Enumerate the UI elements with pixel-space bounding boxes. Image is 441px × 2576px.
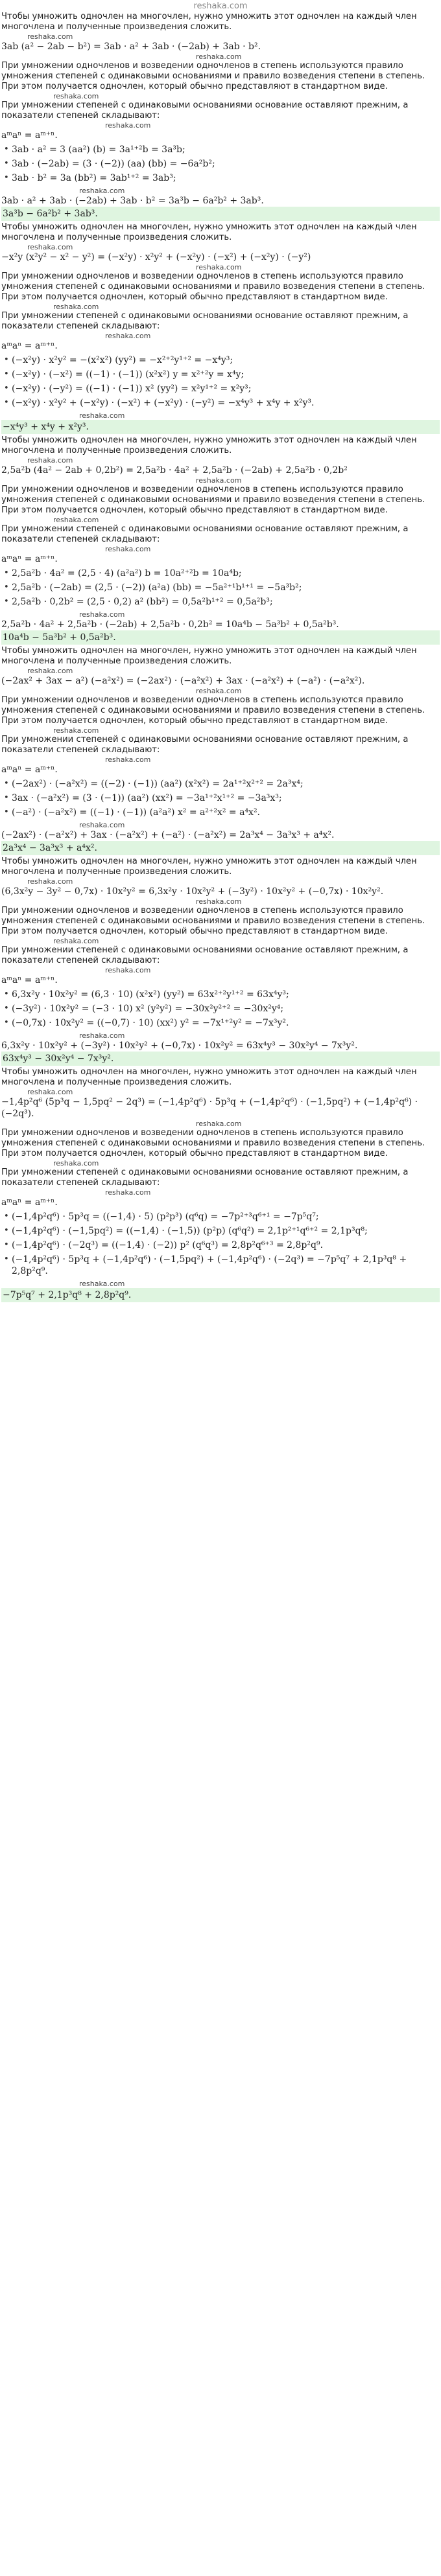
watermark-text: reshaka.com [27,456,73,465]
watermark-text: reshaka.com [196,52,242,61]
step-item: • (−x²y) · (−x²) = ((−1) · (−1)) (x²x²) y = x²⁺²y = x⁴y; [12,369,440,380]
rule-powers-text: При умножении степеней с одинаковыми основаниями основание оставляют прежним, а показатели степеней складывают: [1,311,409,331]
steps-list [1,1211,440,1277]
step-item: • (−1,4p²q⁶) · (−1,5pq²) = ((−1,4) · (−1,5)) (p²p) (q⁶q²) = 2,1p²⁺¹q⁶⁺² = 2,1p³q⁸; [12,1225,440,1237]
rule-powers-text: При умножении степеней с одинаковыми основаниями основание оставляют прежним, а показатели степеней складывают: [1,524,409,544]
watermark-text: reshaka.com [105,121,151,130]
step-item: • 2,5a²b · (−2ab) = (2,5 · (−2)) (a²a) (bb) = −5a²⁺¹b¹⁺¹ = −5a³b²; [12,582,440,593]
rule-powers-text: При умножении степеней с одинаковыми основаниями основание оставляют прежним, а показатели степеней складывают: [1,1167,409,1188]
intro-text: Чтобы умножить одночлен на многочлен, нужно умножить этот одночлен на каждый член многочлена и полученные произведения сложить. [1,12,417,32]
power-rule-formula: aᵐaⁿ = aᵐ⁺ⁿ. [1,554,58,564]
rule-text: При умножении одночленов и возведении одночленов в степень используются правило умножения степеней с одинаковыми основаниями и правило возведения степени в степень. При этом получается одночлен, который обычно представляют в стандартном виде. [1,1128,425,1158]
step-item: • 3ab · a² = 3 (aa²) (b) = 3a¹⁺²b = 3a³b; [12,144,440,155]
expansion-formula: (−2ax² + 3ax − a²) (−a²x²) = (−2ax²) · (−a²x²) + 3ax · (−a²x²) + (−a²) · (−a²x²). [1,676,365,686]
watermark-text: reshaka.com [27,32,73,41]
answer-highlight: 3a³b − 6a²b² + 3ab³. [1,207,440,221]
step-item: • (−x²y) · (−y²) = ((−1) · (−1)) x² (yy²) = x²y¹⁺² = x²y³; [12,383,440,395]
combined-result: 3ab · a² + 3ab · (−2ab) + 3ab · b² = 3a³b − 6a²b² + 3ab³. [1,196,264,206]
watermark-text: reshaka.com [53,1159,99,1167]
solution-section [1,1067,440,1302]
rule-powers-text: При умножении степеней с одинаковыми основаниями основание оставляют прежним, а показатели степеней складывают: [1,100,409,121]
step-item: • 3ax · (−a²x²) = (3 · (−1)) (aa²) (xx²) = −3a¹⁺²x¹⁺² = −3a³x³; [12,792,440,804]
watermark-text: reshaka.com [79,1280,125,1288]
rule-powers-text: При умножении степеней с одинаковыми основаниями основание оставляют прежним, а показатели степеней складывают: [1,735,409,755]
watermark-text: reshaka.com [196,263,242,271]
watermark-text: reshaka.com [53,516,99,524]
step-item: • (−x²y) · x²y² = −(x²x²) (yy²) = −x²⁺²y¹⁺² = −x⁴y³; [12,354,440,366]
step-item: • (−x²y) · x²y² + (−x²y) · (−x²) + (−x²y) · (−y²) = −x⁴y³ + x⁴y + x²y³. [12,397,440,409]
solution-section [1,12,440,221]
rule-powers-text: При умножении степеней с одинаковыми основаниями основание оставляют прежним, а показатели степеней складывают: [1,945,409,965]
steps-list [1,144,440,184]
rule-text: При умножении одночленов и возведении одночленов в степень используются правило умножения степеней с одинаковыми основаниями и правило возведения степени в степень. При этом получается одночлен, который обычно представляют в стандартном виде. [1,61,425,91]
answer-highlight: −x⁴y³ + x⁴y + x²y³. [1,420,440,434]
expansion-formula: 3ab (a² − 2ab − b²) = 3ab · a² + 3ab · (−2ab) + 3ab · b². [1,41,261,52]
step-item: • (−1,4p²q⁶) · 5p³q + (−1,4p²q⁶) · (−1,5pq²) + (−1,4p²q⁶) · (−2q³) = −7p⁵q⁷ + 2,1p³q⁸ + 2,8p²q⁹. [12,1254,440,1277]
solution-section [1,646,440,855]
watermark-text: reshaka.com [105,755,151,764]
rule-text: При умножении одночленов и возведении одночленов в степень используются правило умножения степеней с одинаковыми основаниями и правило возведения степени в степень. При этом получается одночлен, который обычно представляют в стандартном виде. [1,695,425,726]
watermark-text: reshaka.com [79,821,125,829]
watermark-text: reshaka.com [196,476,242,485]
solution-section [1,857,440,1066]
step-item: • (−2ax²) · (−a²x²) = ((−2) · (−1)) (aa²) (x²x²) = 2a¹⁺²x²⁺² = 2a³x⁴; [12,778,440,790]
watermark-text: reshaka.com [79,1031,125,1040]
solution-section [1,222,440,434]
intro-text: Чтобы умножить одночлен на многочлен, нужно умножить этот одночлен на каждый член многочлена и полученные произведения сложить. [1,222,417,242]
step-item: • (−1,4p²q⁶) · (−2q³) = ((−1,4) · (−2)) p² (q⁶q³) = 2,8p²q⁶⁺³ = 2,8p²q⁹. [12,1239,440,1251]
answer-highlight: 2a³x⁴ − 3a³x³ + a⁴x². [1,841,440,855]
combined-result: (−2ax²) · (−a²x²) + 3ax · (−a²x²) + (−a²) · (−a²x²) = 2a³x⁴ − 3a³x³ + a⁴x². [1,830,335,840]
rule-text: При умножении одночленов и возведении одночленов в степень используются правило умножения степеней с одинаковыми основаниями и правило возведения степени в степень. При этом получается одночлен, который обычно представляют в стандартном виде. [1,485,425,515]
power-rule-formula: aᵐaⁿ = aᵐ⁺ⁿ. [1,341,58,351]
watermark-text: reshaka.com [53,303,99,311]
rule-text: При умножении одночленов и возведении одночленов в степень используются правило умножения степеней с одинаковыми основаниями и правило возведения степени в степень. При этом получается одночлен, который обычно представляют в стандартном виде. [1,906,425,936]
step-item: • (−1,4p²q⁶) · 5p³q = ((−1,4) · 5) (p²p³) (q⁶q) = −7p²⁺³q⁶⁺¹ = −7p⁵q⁷; [12,1211,440,1223]
watermark-text: reshaka.com [105,545,151,553]
watermark-text: reshaka.com [105,966,151,974]
watermark-text: reshaka.com [27,877,73,886]
watermark-text: reshaka.com [79,610,125,619]
step-item: • 3ab · b² = 3a (bb²) = 3ab¹⁺² = 3ab³; [12,172,440,184]
step-item: • (−3y²) · 10x²y² = (−3 · 10) x² (y²y²) = −30x²y²⁺² = −30x²y⁴; [12,1003,440,1015]
watermark-text: reshaka.com [27,1088,73,1096]
steps-list [1,778,440,818]
watermark-text: reshaka.com [196,1120,242,1128]
steps-list [1,989,440,1029]
watermark-text: reshaka.com [53,937,99,945]
step-item: • 6,3x²y · 10x²y² = (6,3 · 10) (x²x²) (yy²) = 63x²⁺²y¹⁺² = 63x⁴y³; [12,989,440,1000]
step-item: • (−0,7x) · 10x²y² = ((−0,7) · 10) (xx²) y² = −7x¹⁺²y² = −7x³y². [12,1017,440,1029]
step-item: • (−a²) · (−a²x²) = ((−1) · (−1)) (a²a²) x² = a²⁺²x² = a⁴x². [12,807,440,818]
answer-highlight: −7p⁵q⁷ + 2,1p³q⁸ + 2,8p²q⁹. [1,1288,440,1302]
watermark-text: reshaka.com [27,667,73,675]
step-item: • 3ab · (−2ab) = (3 · (−2)) (aa) (bb) = −6a²b²; [12,158,440,170]
watermark-text: reshaka.com [79,411,125,420]
power-rule-formula: aᵐaⁿ = aᵐ⁺ⁿ. [1,975,58,985]
expansion-formula: −1,4p²q⁶ (5p³q − 1,5pq² − 2q³) = (−1,4p²q⁶) · 5p³q + (−1,4p²q⁶) · (−1,5pq²) + (−1,4p²q⁶) · (−2q³). [1,1097,418,1119]
combined-result: 6,3x²y · 10x²y² + (−3y²) · 10x²y² + (−0,7x) · 10x²y² = 63x⁴y³ − 30x²y⁴ − 7x³y². [1,1041,358,1051]
answer-highlight: 10a⁴b − 5a³b² + 0,5a²b³. [1,630,440,645]
watermark-text: reshaka.com [27,243,73,251]
rule-text: При умножении одночленов и возведении одночленов в степень используются правило умножения степеней с одинаковыми основаниями и правило возведения степени в степень. При этом получается одночлен, который обычно представляют в стандартном виде. [1,271,425,302]
intro-text: Чтобы умножить одночлен на многочлен, нужно умножить этот одночлен на каждый член многочлена и полученные произведения сложить. [1,1067,417,1087]
solution-section [1,435,440,645]
solution-content [0,12,441,1302]
watermark-text: reshaka.com [79,187,125,195]
combined-result: 2,5a²b · 4a² + 2,5a²b · (−2ab) + 2,5a²b · 0,2b² = 10a⁴b − 5a³b² + 0,5a²b³. [1,619,339,630]
intro-text: Чтобы умножить одночлен на многочлен, нужно умножить этот одночлен на каждый член многочлена и полученные произведения сложить. [1,646,417,666]
expansion-formula: −x²y (x²y² − x² − y²) = (−x²y) · x²y² + (−x²y) · (−x²) + (−x²y) · (−y²) [1,252,311,262]
watermark-text: reshaka.com [105,1188,151,1197]
power-rule-formula: aᵐaⁿ = aᵐ⁺ⁿ. [1,765,58,775]
power-rule-formula: aᵐaⁿ = aᵐ⁺ⁿ. [1,130,58,141]
step-item: • 2,5a²b · 0,2b² = (2,5 · 0,2) a² (bb²) = 0,5a²b¹⁺² = 0,5a²b³; [12,596,440,608]
step-item: • 2,5a²b · 4a² = (2,5 · 4) (a²a²) b = 10a²⁺²b = 10a⁴b; [12,568,440,579]
expansion-formula: (6,3x²y − 3y² − 0,7x) · 10x²y² = 6,3x²y · 10x²y² + (−3y²) · 10x²y² + (−0,7x) · 10x²y². [1,886,384,897]
power-rule-formula: aᵐaⁿ = aᵐ⁺ⁿ. [1,1197,58,1208]
intro-text: Чтобы умножить одночлен на многочлен, нужно умножить этот одночлен на каждый член многочлена и полученные произведения сложить. [1,857,417,877]
watermark-text: reshaka.com [53,726,99,735]
watermark-text: reshaka.com [53,92,99,100]
steps-list [1,568,440,608]
expansion-formula: 2,5a²b (4a² − 2ab + 0,2b²) = 2,5a²b · 4a² + 2,5a²b · (−2ab) + 2,5a²b · 0,2b² [1,465,348,476]
answer-highlight: 63x⁴y³ − 30x²y⁴ − 7x³y². [1,1052,440,1066]
intro-text: Чтобы умножить одночлен на многочлен, нужно умножить этот одночлен на каждый член многочлена и полученные произведения сложить. [1,435,417,455]
watermark-text: reshaka.com [196,687,242,695]
watermark-text: reshaka.com [196,897,242,906]
site-header [0,0,441,12]
steps-list [1,354,440,409]
watermark-text: reshaka.com [105,332,151,340]
site-label: reshaka.com [193,1,248,11]
